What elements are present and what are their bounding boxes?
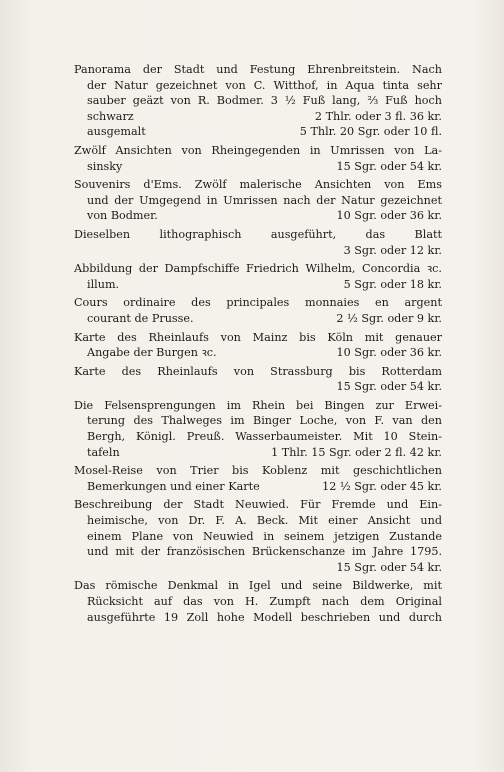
catalog-entry [74,497,442,575]
catalog-entry [74,295,442,326]
entry-line: Dieselben lithographisch ausgeführt, das Blatt [74,227,442,241]
entry-line: Karte des Rheinlaufs von Strassburg bis Rotterdam [74,364,442,378]
entry-last-line: Bemerkungen und einer Karte [87,479,260,493]
catalog-entry [74,330,442,361]
entry-line: Beschreibung der Stadt Neuwied. Für Fremde und Ein- [74,498,442,512]
price-value: 10 Sgr. oder 36 kr. [336,346,442,360]
price-value: 10 Sgr. oder 36 kr. [336,209,442,223]
price-value: 1 Thlr. 15 Sgr. oder 2 fl. 42 kr. [271,445,442,459]
price-label: schwarz [87,109,134,123]
price-row [74,277,442,293]
price-row [74,345,442,361]
price-row [74,479,442,495]
entry-last-line: Angabe der Burgen ꝛc. [87,346,217,360]
entry-line: Cours ordinaire des principales monnaies en argent [74,296,442,310]
entry-line: und der Umgegend in Umrissen nach der Natur gezeichnet [87,193,442,207]
entry-last-line: tafeln [87,445,120,459]
price-row [74,445,442,461]
price-row [74,124,442,140]
entry-last-line: courant de Prusse. [87,311,194,325]
entry-last-line: sinsky [87,159,123,173]
price-row [74,109,442,125]
catalog-entry [74,578,442,625]
price-row [74,311,442,327]
price-value: 15 Sgr. oder 54 kr. [336,380,442,394]
price-value: 2 Thlr. oder 3 fl. 36 kr. [314,109,442,123]
price-row [74,159,442,175]
price-value: 12 ½ Sgr. oder 45 kr. [322,479,442,493]
catalog-entry [74,177,442,224]
entry-line: Bergh, Königl. Preuß. Wasserbaumeister. Mit 10 Stein- [87,430,442,444]
entry-line: Rücksicht auf das von H. Zumpft nach dem Original [87,595,442,608]
price-value: 5 Thlr. 20 Sgr. oder 10 fl. [299,125,442,139]
catalog-text [74,62,442,628]
catalog-entry [74,62,442,140]
entry-line: sauber geäzt von R. Bodmer. 3 ½ Fuß lang, ⅔ Fuß hoch [87,94,442,108]
price-value: 15 Sgr. oder 54 kr. [336,560,442,574]
entry-line: terung des Thalweges im Binger Loche, von F. van den [87,414,442,428]
catalog-entry [74,398,442,460]
price-value: 15 Sgr. oder 54 kr. [336,159,442,173]
entry-line: der Natur gezeichnet von C. Witthof, in Aqua tinta sehr [87,78,442,92]
entry-line: Das römische Denkmal in Igel und seine Bildwerke, mit [74,579,442,593]
catalog-entry [74,364,442,395]
entry-line: Mosel-Reise von Trier bis Koblenz mit geschichtlichen [74,464,442,478]
price-label: ausgemalt [87,125,146,139]
entry-last-line: von Bodmer. [87,209,158,223]
catalog-entry [74,463,442,494]
price-value: 3 Sgr. oder 12 kr. [343,243,442,257]
entry-line: heimische, von Dr. F. A. Beck. Mit einer Ansicht und [87,514,442,528]
entry-line: einem Plane von Neuwied in seinem jetzigen Zustande [87,529,442,543]
catalog-entry [74,143,442,174]
catalog-entry [74,227,442,258]
price-value: 5 Sgr. oder 18 kr. [343,277,442,291]
entry-line: Karte des Rheinlaufs von Mainz bis Köln mit genauer [74,330,442,344]
entry-line: Abbildung der Dampfschiffe Friedrich Wilhelm, Concordia ꝛc. [74,262,442,276]
entry-line: Souvenirs d'Ems. Zwölf malerische Ansichten von Ems [74,178,442,192]
entry-line: Zwölf Ansichten von Rheingegenden in Umrissen von La- [74,143,442,157]
entry-line: ausgeführte 19 Zoll hohe Modell beschrieben und durch [87,610,442,624]
entry-line: Die Felsensprengungen im Rhein bei Bingen zur Erwei- [74,398,442,412]
entry-last-line: illum. [87,277,120,291]
price-value: 2 ½ Sgr. oder 9 kr. [336,311,442,325]
catalog-entry [74,261,442,292]
price-row [74,208,442,224]
entry-line: Panorama der Stadt und Festung Ehrenbreitstein. Nach [74,63,442,76]
entry-line: und mit der französischen Brückenschanze im Jahre 1795. [87,545,442,559]
